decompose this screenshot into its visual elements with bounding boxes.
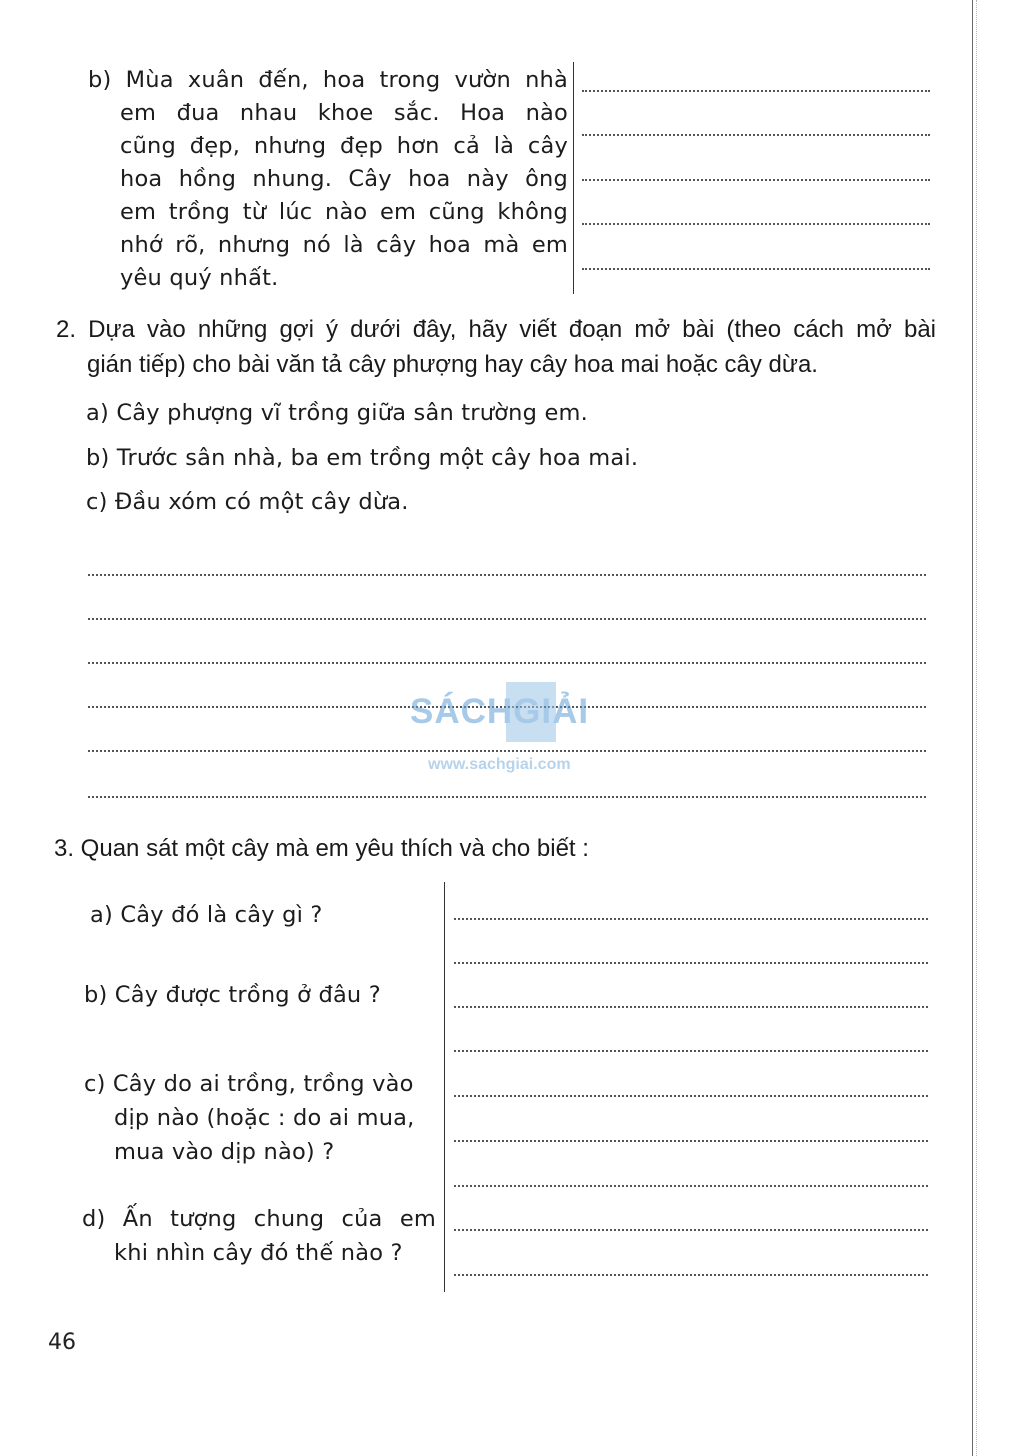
item-line: mua vào dịp nào) ? xyxy=(114,1139,335,1165)
item-line: khi nhìn cây đó thế nào ? xyxy=(114,1240,403,1266)
item-line: b) Cây được trồng ở đâu ? xyxy=(84,982,381,1008)
prompt-line: gián tiếp) cho bài văn tả cây phượng hay cây hoa mai hoặc cây dừa. xyxy=(87,351,818,378)
watermark-brand: SÁCHGIẢI xyxy=(410,692,590,731)
watermark xyxy=(410,676,620,776)
question-2-item-c: c) Đầu xóm có một cây dừa. xyxy=(86,489,409,515)
watermark-url: www.sachgiai.com xyxy=(428,756,571,773)
question-2-item-b: b) Trước sân nhà, ba em trồng một cây hoa mai. xyxy=(86,445,639,471)
text-line: cũng đẹp, nhưng đẹp hơn cả là cây xyxy=(120,133,568,159)
answer-line[interactable] xyxy=(582,179,930,181)
answer-line[interactable] xyxy=(454,918,928,920)
question-3-item-a xyxy=(90,898,323,932)
item-line: a) Cây đó là cây gì ? xyxy=(90,902,323,928)
answer-line[interactable] xyxy=(454,1006,928,1008)
answer-line[interactable] xyxy=(88,618,926,620)
answer-line[interactable] xyxy=(88,796,926,798)
question-3-prompt: 3. Quan sát một cây mà em yêu thích và cho biết : xyxy=(54,835,589,862)
item-line: dịp nào (hoặc : do ai mua, xyxy=(114,1105,415,1131)
text-line: em trồng từ lúc nào em cũng không xyxy=(120,199,568,225)
answer-line[interactable] xyxy=(454,1274,928,1276)
answer-line[interactable] xyxy=(582,90,930,92)
question-3-item-d xyxy=(82,1202,436,1270)
answer-line[interactable] xyxy=(454,1140,928,1142)
answer-line[interactable] xyxy=(582,268,930,270)
text-line: nhớ rõ, nhưng nó là cây hoa mà em xyxy=(120,232,568,258)
item-line: c) Cây do ai trồng, trồng vào xyxy=(84,1071,414,1097)
question-3-item-c xyxy=(84,1067,415,1169)
question-3-item-b xyxy=(84,978,381,1012)
answer-divider xyxy=(573,62,574,294)
question-2-prompt xyxy=(56,312,936,382)
answer-line[interactable] xyxy=(454,1050,928,1052)
answer-line[interactable] xyxy=(454,1185,928,1187)
text-line: em đua nhau khoe sắc. Hoa nào xyxy=(120,100,568,126)
page-edge-dots xyxy=(976,0,977,1456)
answer-line[interactable] xyxy=(88,574,926,576)
prompt-line: 2. Dựa vào những gợi ý dưới đây, hãy viết đoạn mở bài (theo cách mở bài xyxy=(56,316,936,343)
answer-line[interactable] xyxy=(454,962,928,964)
answer-divider xyxy=(444,882,445,1292)
page-edge-line xyxy=(972,0,973,1456)
answer-line[interactable] xyxy=(88,662,926,664)
question-2-item-a: a) Cây phượng vĩ trồng giữa sân trường em. xyxy=(86,400,588,426)
exercise-1b-text xyxy=(88,64,568,295)
page-number: 46 xyxy=(48,1330,76,1355)
answer-line[interactable] xyxy=(582,223,930,225)
answer-line[interactable] xyxy=(454,1095,928,1097)
text-line: b) Mùa xuân đến, hoa trong vườn nhà xyxy=(88,67,568,93)
text-line: hoa hồng nhung. Cây hoa này ông xyxy=(120,166,568,192)
item-line: d) Ấn tượng chung của em xyxy=(82,1206,436,1232)
text-line: yêu quý nhất. xyxy=(120,265,279,291)
answer-line[interactable] xyxy=(582,134,930,136)
answer-line[interactable] xyxy=(454,1229,928,1231)
